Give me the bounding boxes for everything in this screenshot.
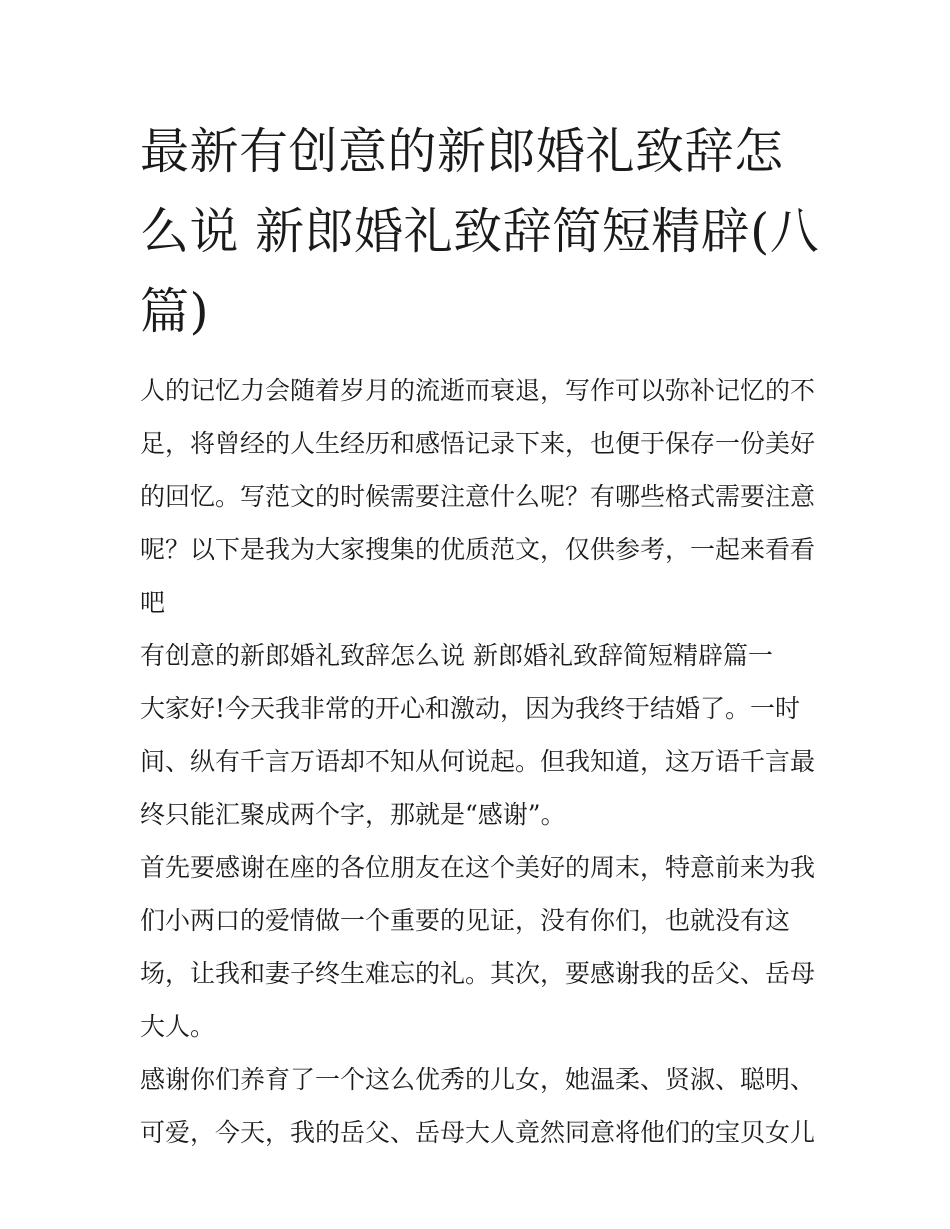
intro-paragraph: 人的记忆力会随着岁月的流逝而衰退，写作可以弥补记忆的不足，将曾经的人生经历和感悟记录下来，也便于保存一份美好的回忆。写范文的时候需要注意什么呢？有哪些格式需要注意呢？以下是我为大家搜集的优质范文，仅供参考，一起来看看吧 — [140, 376, 816, 617]
document-title: 最新有创意的新郎婚礼致辞怎么说 新郎婚礼致辞简短精辟(八篇) — [140, 123, 820, 340]
body-paragraph: 大家好!今天我非常的开心和激动，因为我终于结婚了。一时间、纵有千言万语却不知从何说起。但我知道，这万语千言最终只能汇聚成两个字，那就是“感谢”。 — [140, 694, 816, 829]
section-heading: 有创意的新郎婚礼致辞怎么说 新郎婚礼致辞简短精辟篇一 — [140, 641, 773, 670]
document-page — [140, 112, 820, 1159]
body-paragraph: 感谢你们养育了一个这么优秀的儿女，她温柔、贤淑、聪明、可爱，今天，我的岳父、岳母大人竟然同意将他们的宝贝女儿 — [140, 1065, 816, 1147]
document-body — [140, 364, 820, 1159]
body-paragraph: 首先要感谢在座的各位朋友在这个美好的周末，特意前来为我们小两口的爱情做一个重要的见证，没有你们，也就没有这场，让我和妻子终生难忘的礼。其次，要感谢我的岳父、岳母大人。 — [140, 853, 816, 1041]
